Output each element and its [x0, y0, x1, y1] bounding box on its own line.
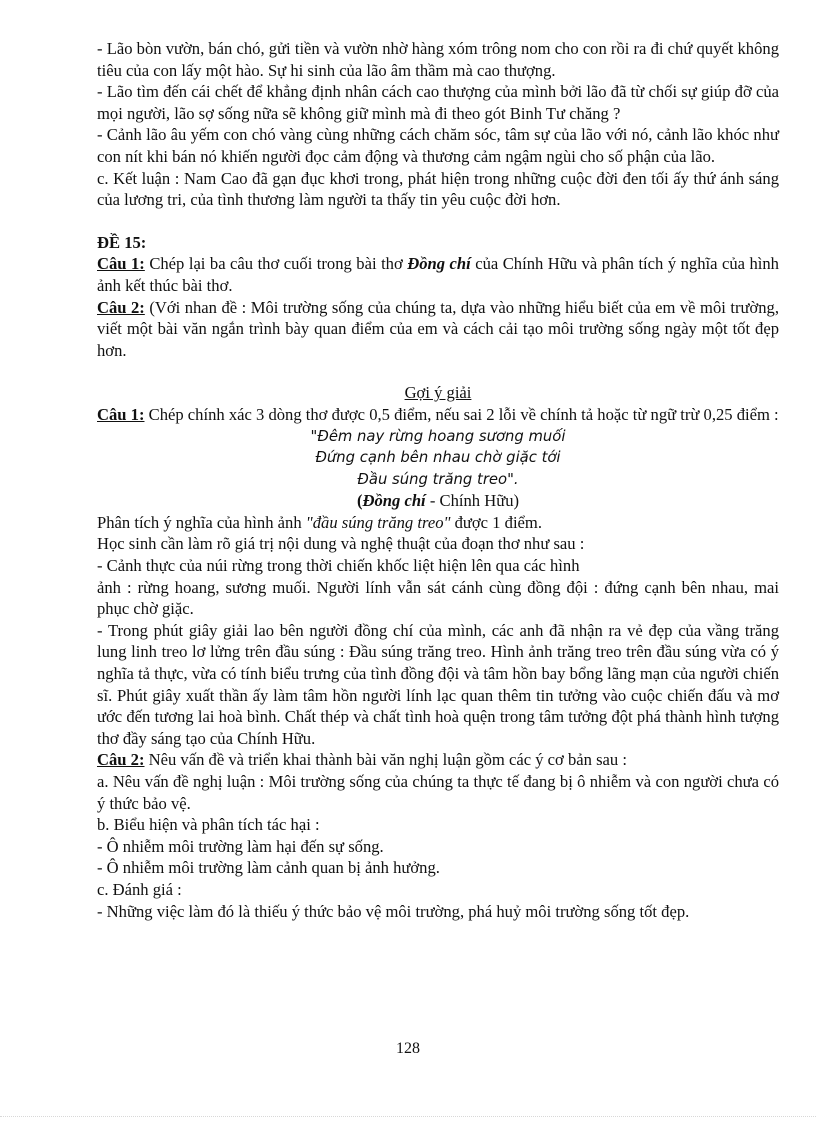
poem-source: (Đồng chí - Chính Hữu): [356, 491, 520, 511]
student-requirement: Học sinh cần làm rõ giá trị nội dung và nghệ thuật của đoạn thơ như sau :: [97, 534, 585, 554]
intro-paragraph-3: - Cảnh lão âu yếm con chó vàng cùng những cách chăm sóc, tâm sự của lão với nó, cảnh lão khóc như con nít khi bán nó khiến người đọc cảm động và thương cảm ngậm ngùi cho số phận của lão.: [97, 125, 779, 166]
intro-conclusion: c. Kết luận : Nam Cao đã gạn đục khơi trong, phát hiện trong những cuộc đời đen tối ấy thứ ánh sáng của lương tri, của tình thương làm người ta thấy tin yêu cuộc đời hơn.: [97, 168, 779, 210]
exam-title: ĐỀ 15:: [97, 232, 147, 252]
poem-source-title: Đồng chí: [362, 491, 426, 511]
question-2-label: Câu 2:: [97, 297, 145, 317]
answer-guide-title: Gợi ý giải: [404, 383, 472, 403]
intro-paragraph-1: - Lão bòn vườn, bán chó, gửi tiền và vườn nhờ hàng xóm trông nom cho con rồi ra đi chứ quyết không tiêu của con lấy một hào. Sự hi sinh của lão âm thầm mà cao thượng.: [97, 39, 779, 80]
analysis-quote: "đầu súng trăng treo": [305, 512, 451, 532]
document-page: [97, 38, 779, 922]
scene-line-1: - Cảnh thực của núi rừng trong thời chiến khốc liệt hiện lên qua các hình: [97, 556, 580, 576]
point-b: b. Biểu hiện và phân tích tác hại :: [97, 815, 320, 835]
answer-2-intro: Câu 2: Nêu vấn đề và triển khai thành bài văn nghị luận gồm các ý cơ bản sau :: [97, 750, 627, 770]
analysis-intro: Phân tích ý nghĩa của hình ảnh "đầu súng trăng treo" được 1 điểm.: [97, 512, 542, 532]
moment-paragraph: - Trong phút giây giải lao bên người đồng chí của mình, các anh đã nhận ra vẻ đẹp của vầng trăng lung linh treo lơ lửng trên đầu súng : Đầu súng trăng treo. Hình ảnh trăng treo trên đầu súng vừa có ý nghĩa tả thực, vừa có tính biểu trưng của tình đồng đội và tâm hồn bay bổng lãng mạn của người chiến sĩ. Phút giây xuất thần ấy làm tâm hồn người lính lạc quan thêm tin tưởng vào cuộc chiến đấu và mơ ước đến tương lai hoà bình. Chất thép và chất tình hoà quện trong tâm tưởng đột phá thành hình tượng thơ đầy sáng tạo của Chính Hữu.: [97, 620, 779, 748]
question-1-label: Câu 1:: [97, 254, 145, 274]
point-b-item-1: - Ô nhiễm môi trường làm hại đến sự sống.: [97, 836, 384, 856]
question-2: Câu 2: (Với nhan đề : Môi trường sống của chúng ta, dựa vào những hiểu biết của em về môi trường, viết một bài văn ngắn trình bày quan điểm của em và cách cải tạo môi trường sống ngày một tốt đẹp hơn.: [97, 297, 779, 360]
point-a: a. Nêu vấn đề nghị luận : Môi trường sống của chúng ta thực tế đang bị ô nhiễm và con người chưa có ý thức bảo vệ.: [97, 772, 779, 813]
answer-1-label: Câu 1:: [97, 404, 145, 424]
question-1: Câu 1: Chép lại ba câu thơ cuối trong bài thơ Đồng chí của Chính Hữu và phân tích ý nghĩa của hình ảnh kết thúc bài thơ.: [97, 254, 779, 295]
poem-line-3: Đầu súng trăng treo".: [357, 470, 519, 488]
point-c-item-1: - Những việc làm đó là thiếu ý thức bảo vệ môi trường, phá huỷ môi trường sống tốt đẹp.: [97, 901, 690, 921]
poem-line-1: "Đêm nay rừng hoang sương muối: [310, 427, 566, 445]
page-bottom-divider: [0, 1116, 816, 1117]
page-number: 128: [396, 1040, 420, 1057]
intro-paragraph-2: - Lão tìm đến cái chết để khẳng định nhân cách cao thượng của mình bởi lão đã từ chối sự giúp đỡ của mọi người, lão sợ sống nữa sẽ không giữ mình mà đi theo gót Binh Tư chăng ?: [97, 82, 779, 123]
point-b-item-2: - Ô nhiễm môi trường làm cảnh quan bị ảnh hưởng.: [97, 858, 440, 878]
poem-title: Đồng chí: [407, 254, 471, 274]
answer-1-intro: Câu 1: Chép chính xác 3 dòng thơ được 0,5 điểm, nếu sai 2 lỗi về chính tả hoặc từ ngữ trừ 0,25 điểm :: [97, 404, 779, 424]
scene-line-2: ảnh : rừng hoang, sương muối. Người lính vẫn sát cánh cùng đồng đội : đứng cạnh bên nhau, mai phục chờ giặc.: [97, 577, 779, 619]
answer-2-label: Câu 2:: [97, 750, 145, 770]
poem-line-2: Đứng cạnh bên nhau chờ giặc tới: [315, 449, 561, 467]
point-c: c. Đánh giá :: [97, 879, 182, 899]
